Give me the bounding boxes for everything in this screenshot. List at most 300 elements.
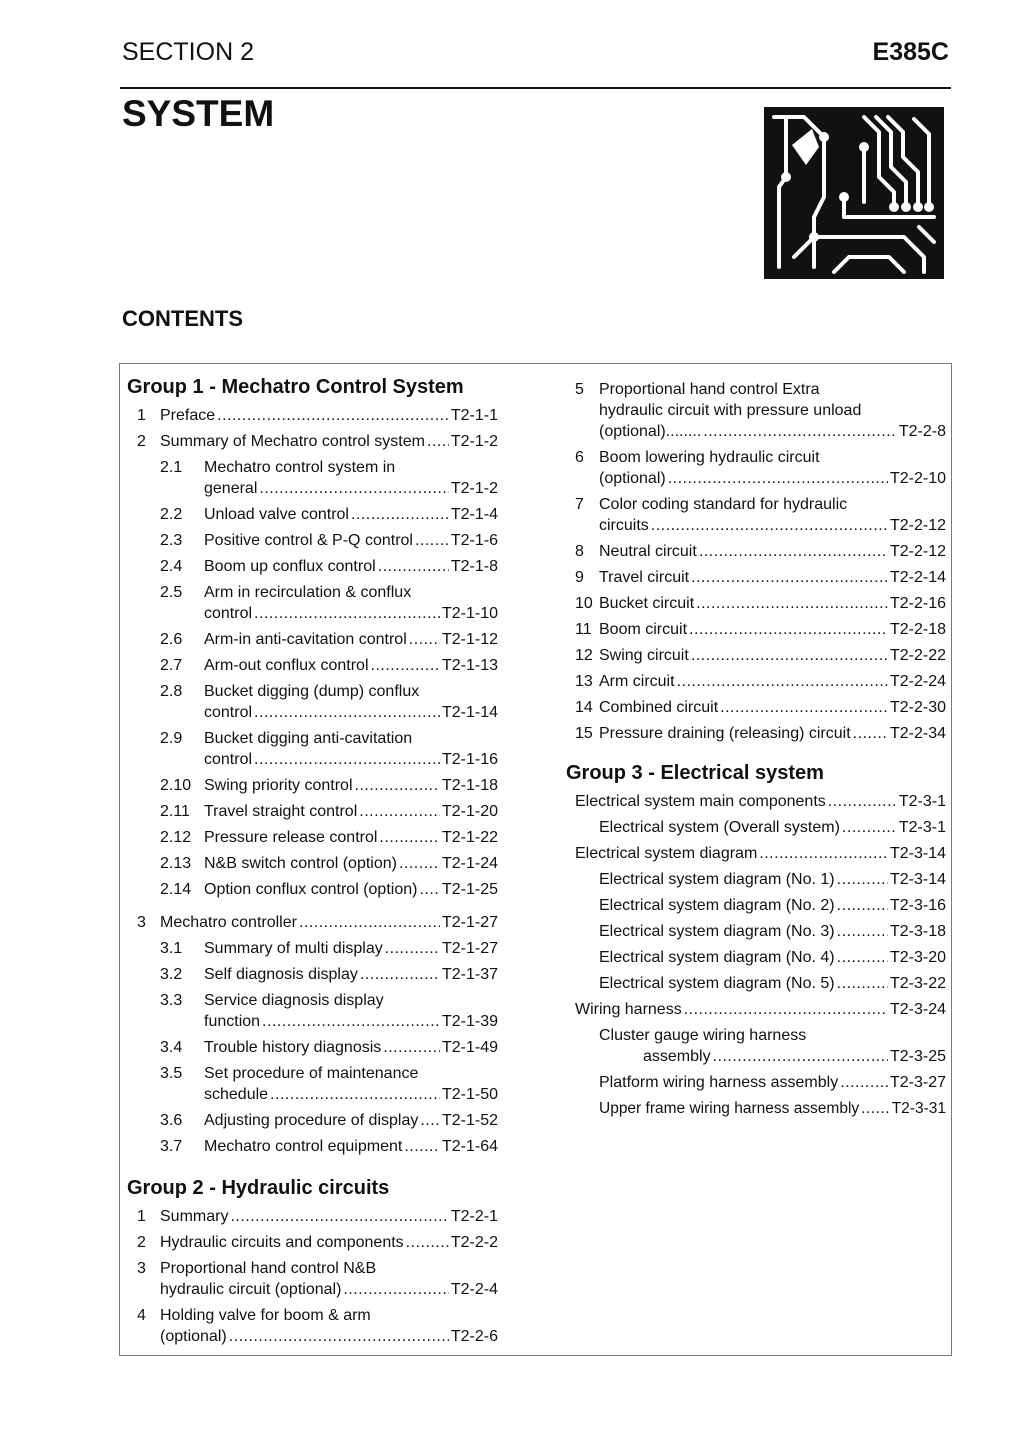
toc-page-number: T2-2-1 [450,1208,498,1225]
toc-page-number: T2-1-16 [441,751,498,768]
toc-leader-dots [270,1084,440,1105]
toc-entry-line [599,379,946,400]
toc-entry-text: Holding valve for boom & arm [160,1307,371,1324]
toc-entry-number: 11 [575,621,592,638]
toc-entry [127,1258,498,1300]
toc-leader-dots [217,405,449,426]
toc-entry-line [599,494,946,515]
contents-column-left [127,374,507,1347]
toc-page-number: T2-3-27 [889,1074,946,1091]
toc-entry-number: 2.5 [160,584,183,601]
circuit-board-logo [764,107,944,279]
toc-leader-dots [828,791,897,812]
toc-entry-text: Neutral circuit [599,543,697,560]
toc-entry-text: Arm-in anti-cavitation control [204,631,407,648]
toc-leader-dots [299,912,440,933]
toc-entry-text: (optional) [160,1328,227,1345]
toc-entry-number: 3.6 [160,1112,183,1129]
toc-entry-line [204,1037,498,1058]
toc-entry-number: 2 [137,1234,146,1251]
toc-entry-line [160,1279,498,1300]
toc-entry-text: assembly [643,1048,711,1065]
toc-entry [566,379,946,442]
toc-page-number: T2-3-22 [889,975,946,992]
toc-entry-number: 2.13 [160,855,192,872]
toc-page-number: T2-1-49 [441,1039,498,1056]
toc-page-number: T2-2-18 [889,621,946,638]
toc-entry-line [599,645,946,666]
toc-leader-dots [383,1037,440,1058]
toc-leader-dots [259,478,449,499]
toc-entry-line [599,671,946,692]
toc-entry-number: 4 [137,1307,146,1324]
toc-leader-dots [351,504,449,525]
toc-leader-dots [699,541,888,562]
toc-entry-text: Adjusting procedure of display [204,1112,419,1129]
toc-page-number: T2-1-22 [441,829,498,846]
toc-entry-line [599,447,946,468]
toc-leader-dots [355,775,440,796]
toc-leader-dots [230,1206,448,1227]
page-title: SYSTEM [122,93,275,134]
toc-leader-dots [409,629,440,650]
toc-entry-number: 3 [137,1260,146,1277]
toc-entry-number: 10 [575,595,593,612]
toc-page-number: T2-2-6 [450,1328,498,1345]
toc-leader-dots [837,973,888,994]
toc-entry-text: Summary of Mechatro control system [160,433,425,450]
toc-entry [127,582,498,624]
toc-entry-number: 2.6 [160,631,183,648]
toc-entry-number: 2 [137,433,146,450]
toc-entry-text: Bucket digging anti-cavitation [204,730,413,747]
toc-entry-number: 3.2 [160,966,183,983]
toc-page-number: T2-3-20 [889,949,946,966]
toc-page-number: T2-1-2 [450,480,498,497]
toc-entry [566,1072,946,1093]
toc-entry-text: circuits [599,517,649,534]
toc-entry-line [204,603,498,624]
toc-entry-text: Boom up conflux control [204,558,376,575]
toc-entry-text: Electrical system main components [575,793,826,810]
toc-entry-text: Electrical system diagram (No. 1) [599,871,835,888]
toc-entry-line [599,1046,946,1067]
toc-entry-text: Pressure draining (releasing) circuit [599,725,851,742]
model-label: E385C [872,38,949,66]
toc-entry-number: 6 [575,449,584,466]
toc-entry [127,1063,498,1105]
toc-page-number: T2-1-20 [441,803,498,820]
toc-entry [127,853,498,874]
toc-entry-line [599,541,946,562]
toc-entry-line [599,1098,946,1119]
toc-leader-dots [689,619,888,640]
toc-entry-text: Arm circuit [599,673,675,690]
toc-entry-line [204,457,498,478]
toc-entry-line [599,468,946,489]
toc-entry-text: Electrical system diagram (No. 4) [599,949,835,966]
toc-leader-dots [837,869,888,890]
toc-entry-text: Proportional hand control Extra [599,381,820,398]
toc-page-number: T2-2-30 [889,699,946,716]
toc-entry [127,912,498,933]
toc-leader-dots [651,515,888,536]
toc-entry-line [204,681,498,702]
toc-entry-line [160,1305,498,1326]
toc-entry-text: Trouble history diagnosis [204,1039,382,1056]
toc-entry-text: Summary of multi display [204,940,383,957]
toc-page-number: T2-2-4 [450,1281,498,1298]
toc-page-number: T2-2-8 [898,423,946,440]
toc-entry-line [204,702,498,723]
toc-entry-line [204,530,498,551]
toc-entry [127,938,498,959]
toc-entry [566,723,946,744]
toc-entry-text: Bucket digging (dump) conflux [204,683,420,700]
toc-entry-number: 2.7 [160,657,183,674]
toc-page-number: T2-2-16 [889,595,946,612]
toc-entry-number: 2.11 [160,803,190,820]
toc-page-number: T2-1-27 [441,914,498,931]
toc-entry-text: hydraulic circuit (optional) [160,1281,342,1298]
toc-entry [127,1037,498,1058]
contents-heading: CONTENTS [122,306,243,331]
toc-leader-dots [853,723,888,744]
toc-entry-text: Platform wiring harness assembly [599,1074,839,1091]
toc-entry [127,1305,498,1347]
toc-entry-text: control [204,751,253,768]
toc-entry-text: (optional) [599,470,666,487]
group-title: Group 1 - Mechatro Control System [127,376,464,398]
toc-entry-line [599,400,946,421]
toc-entry-line [204,827,498,848]
toc-entry-line [599,817,946,838]
toc-entry-text: Combined circuit [599,699,719,716]
toc-entry-line [204,1011,498,1032]
toc-entry [566,671,946,692]
toc-entry-text: Wiring harness [575,1001,682,1018]
toc-page-number: T2-1-10 [441,605,498,622]
toc-entry [127,530,498,551]
toc-entry-number: 2.3 [160,532,183,549]
toc-entry [566,697,946,718]
toc-entry-text: control [204,704,253,721]
toc-leader-dots [254,749,440,770]
toc-entry [127,1232,498,1253]
toc-entry-line [204,775,498,796]
toc-entry [566,1098,946,1119]
contents-column-right [566,374,946,1119]
toc-page-number: T2-3-14 [889,845,946,862]
toc-entry-line [599,973,946,994]
toc-entry [566,1025,946,1067]
toc-entry [566,895,946,916]
toc-entry-number: 2.2 [160,506,183,523]
toc-leader-dots [359,801,440,822]
toc-entry-text: control [204,605,253,622]
toc-entry-line [599,895,946,916]
toc-entry-line [204,938,498,959]
toc-entry-number: 8 [575,543,584,560]
toc-entry-line [160,1232,498,1253]
toc-entry-line [204,1136,498,1157]
toc-page-number: T2-3-24 [889,1001,946,1018]
toc-page-number: T2-1-37 [441,966,498,983]
toc-entry-text: Preface [160,407,216,424]
toc-entry-number: 3.1 [160,940,183,957]
toc-page-number: T2-2-22 [889,647,946,664]
toc-entry-text: schedule [204,1086,269,1103]
toc-entry-text: Electrical system (Overall system) [599,819,840,836]
toc-page-number: T2-1-27 [441,940,498,957]
toc-entry-number: 2.1 [160,459,183,476]
toc-entry [566,541,946,562]
toc-page-number: T2-1-25 [441,881,498,898]
toc-leader-dots [691,645,888,666]
toc-page-number: T2-1-6 [450,532,498,549]
toc-entry-text: Arm-out conflux control [204,657,369,674]
toc-entry-number: 15 [575,725,593,742]
toc-page-number: T2-1-39 [441,1013,498,1030]
toc-entry [566,791,946,812]
toc-entry-text: Boom circuit [599,621,688,638]
toc-entry [127,655,498,676]
toc-page-number: T2-2-24 [889,673,946,690]
toc-entry-text: Travel straight control [204,803,358,820]
toc-entry-number: 1 [137,407,146,424]
toc-entry-text: Electrical system diagram (No. 3) [599,923,835,940]
toc-entry-line [160,405,498,426]
toc-page-number: T2-1-52 [441,1112,498,1129]
toc-entry-text: Swing priority control [204,777,353,794]
toc-entry-number: 3 [137,914,146,931]
toc-entry-text: Mechatro control system in [204,459,396,476]
toc-entry-line [204,1084,498,1105]
toc-entry-text: Boom lowering hydraulic circuit [599,449,820,466]
toc-entry-number: 2.9 [160,730,183,747]
toc-entry-text: Mechatro control equipment [204,1138,403,1155]
toc-entry-number: 2.4 [160,558,183,575]
toc-entry-number: 14 [575,699,593,716]
toc-entry-text: Color coding standard for hydraulic [599,496,848,513]
toc-entry-line [599,567,946,588]
toc-entry [566,567,946,588]
toc-page-number: T2-3-14 [889,871,946,888]
toc-page-number: T2-3-18 [889,923,946,940]
toc-entry [127,405,498,426]
toc-entry-line [160,1326,498,1347]
toc-entry-text: hydraulic circuit with pressure unload [599,402,862,419]
toc-leader-dots [360,964,440,985]
toc-page-number: T2-2-34 [889,725,946,742]
toc-entry [127,775,498,796]
toc-entry-line [575,999,946,1020]
toc-page-number: T2-1-14 [441,704,498,721]
toc-entry-text: Option conflux control (option) [204,881,418,898]
toc-leader-dots [691,567,888,588]
toc-entry-line [204,556,498,577]
toc-entry-text: Bucket circuit [599,595,695,612]
toc-entry-line [599,515,946,536]
toc-page-number: T2-1-8 [450,558,498,575]
toc-leader-dots [399,853,440,874]
toc-entry-text: Set procedure of maintenance [204,1065,419,1082]
toc-entry-number: 9 [575,569,584,586]
toc-entry-line [160,1206,498,1227]
toc-leader-dots [713,1046,888,1067]
toc-page-number: T2-3-1 [898,793,946,810]
toc-entry-text: Travel circuit [599,569,690,586]
toc-entry-line [599,947,946,968]
toc-page-number: T2-1-2 [450,433,498,450]
toc-entry-line [160,1258,498,1279]
toc-entry [127,728,498,770]
toc-entry-number: 13 [575,673,593,690]
toc-page-number: T2-2-12 [889,517,946,534]
toc-entry-text: Positive control & P-Q control [204,532,413,549]
toc-leader-dots [720,697,888,718]
toc-page-number: T2-1-64 [441,1138,498,1155]
toc-leader-dots [696,593,888,614]
toc-entry-text: N&B switch control (option) [204,855,397,872]
toc-entry [566,973,946,994]
toc-entry-text: Hydraulic circuits and components [160,1234,404,1251]
toc-entry-text: Unload valve control [204,506,349,523]
toc-page-number: T2-1-50 [441,1086,498,1103]
toc-entry-number: 7 [575,496,584,513]
toc-page-number: T2-1-18 [441,777,498,794]
toc-leader-dots [840,1072,888,1093]
toc-entry [127,1110,498,1131]
toc-entry [566,494,946,536]
toc-entry-number: 2.14 [160,881,192,898]
toc-page-number: T2-3-1 [898,819,946,836]
toc-leader-dots [861,1098,890,1119]
toc-leader-dots [684,999,888,1020]
toc-page-number: T2-1-12 [441,631,498,648]
toc-entry [566,999,946,1020]
toc-leader-dots [420,1110,440,1131]
toc-entry-text: Swing circuit [599,647,689,664]
toc-page-number: T2-1-4 [450,506,498,523]
toc-leader-dots [415,530,449,551]
toc-page-number: T2-3-16 [889,897,946,914]
toc-leader-dots [371,655,440,676]
toc-entry-line [204,801,498,822]
toc-entry-text: Pressure release control [204,829,378,846]
toc-page-number: T2-1-13 [441,657,498,674]
toc-entry-line [204,582,498,603]
toc-entry-text: Self diagnosis display [204,966,358,983]
toc-leader-dots [229,1326,449,1347]
toc-entry-number: 3.4 [160,1039,183,1056]
toc-leader-dots [404,1136,440,1157]
toc-entry-line [204,964,498,985]
toc-entry-line [160,912,498,933]
header-divider [120,87,951,89]
toc-entry-text: Cluster gauge wiring harness [599,1027,807,1044]
toc-page-number: T2-1-1 [450,407,498,424]
toc-entry [127,990,498,1032]
toc-entry [566,619,946,640]
toc-entry-text: function [204,1013,261,1030]
toc-entry [566,843,946,864]
toc-entry-number: 3.5 [160,1065,183,1082]
toc-entry [127,827,498,848]
toc-entry-line [599,1072,946,1093]
toc-entry-number: 2.12 [160,829,192,846]
toc-entry [127,879,498,900]
toc-entry [127,801,498,822]
toc-entry-text: (optional)........ [599,423,702,440]
toc-entry-text: Service diagnosis display [204,992,384,1009]
toc-entry-text: Proportional hand control N&B [160,1260,377,1277]
toc-entry [566,921,946,942]
toc-entry-number: 5 [575,381,584,398]
toc-entry-line [204,990,498,1011]
toc-page-number: T2-2-2 [450,1234,498,1251]
toc-leader-dots [842,817,897,838]
toc-leader-dots [427,431,449,452]
toc-entry [127,629,498,650]
toc-entry [566,869,946,890]
toc-entry-line [204,478,498,499]
toc-entry-number: 2.10 [160,777,192,794]
toc-entry [127,504,498,525]
toc-entry-number: 2.8 [160,683,183,700]
toc-entry [127,964,498,985]
group-title: Group 2 - Hydraulic circuits [127,1177,390,1199]
toc-entry-text: Electrical system diagram [575,845,758,862]
toc-leader-dots [837,895,888,916]
toc-entry [127,431,498,452]
toc-entry-line [204,749,498,770]
section-label: SECTION 2 [122,38,254,66]
toc-entry-line [599,869,946,890]
toc-leader-dots [343,1279,448,1300]
toc-leader-dots [406,1232,449,1253]
toc-entry-number: 3.3 [160,992,183,1009]
toc-entry-line [204,728,498,749]
toc-entry-line [204,1063,498,1084]
toc-entry [127,556,498,577]
toc-entry-line [204,504,498,525]
toc-entry-line [575,843,946,864]
toc-entry-line [160,431,498,452]
toc-entry-line [599,723,946,744]
toc-page-number: T2-1-24 [441,855,498,872]
toc-entry [566,947,946,968]
toc-page-number: T2-3-25 [889,1048,946,1065]
toc-leader-dots [385,938,440,959]
toc-leader-dots [677,671,888,692]
toc-entry-line [204,655,498,676]
toc-entry-text: Upper frame wiring harness assembly [599,1100,860,1117]
toc-entry-text: Summary [160,1208,229,1225]
toc-entry-line [599,421,946,442]
toc-entry-text: general [204,480,258,497]
toc-entry-text: Electrical system diagram (No. 2) [599,897,835,914]
toc-entry-text: Mechatro controller [160,914,297,931]
toc-leader-dots [379,827,440,848]
toc-entry [566,817,946,838]
toc-leader-dots [419,879,440,900]
toc-leader-dots [759,843,888,864]
toc-entry [127,1206,498,1227]
toc-entry-number: 12 [575,647,593,664]
toc-entry-line [204,853,498,874]
toc-leader-dots [262,1011,440,1032]
